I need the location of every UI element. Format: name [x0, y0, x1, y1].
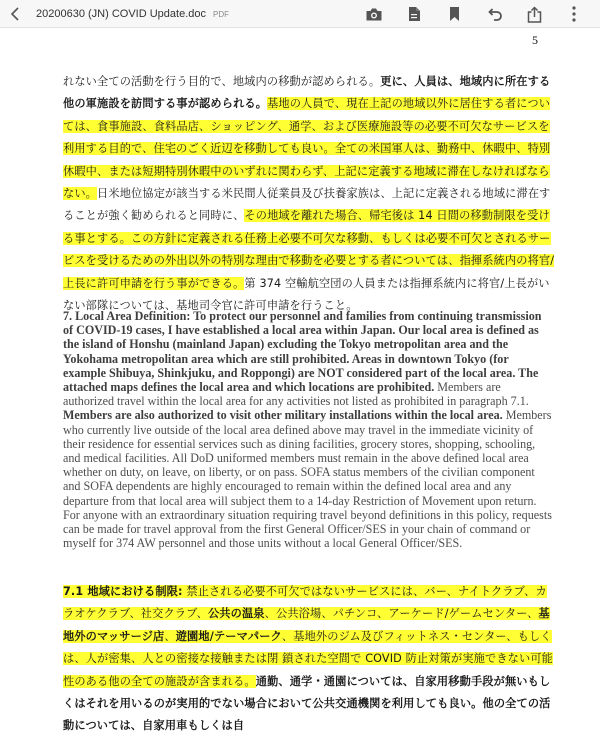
- share-icon: [527, 6, 542, 23]
- share-button[interactable]: [514, 0, 554, 28]
- highlighted-text-run: 、基地外のジム及びフィットネス・センター、もしくは、人が密集、人との密接な接触または閉 鎖された空間で COVID 防止対策が実施できない可能性のある他の全ての施設が含まれる。: [63, 629, 554, 688]
- bold-text-run: Members are also authorized to visit other military installations within the local area.: [63, 408, 503, 423]
- highlighted-bold-run: 基地外のマッサージ店: [63, 607, 550, 643]
- paragraph-restrictions-jp: [63, 581, 557, 738]
- bold-text-run: 更に、人員は、地域内に所在する他の軍施設を訪問する事が認められる。: [63, 75, 551, 111]
- highlighted-bold-run: 遊園地/テーマパーク: [175, 629, 282, 643]
- text-run: Members are authorized travel within the local area for any activities not listed as prohibited in paragraph 7.1.: [63, 380, 529, 409]
- text-run: 第 374 空輸航空団の人員または指揮系統内に将官/上長がいない部隊については、基地司令官に許可申請を行うこと。: [63, 276, 550, 313]
- document-icon: [408, 6, 421, 22]
- more-options-button[interactable]: [554, 0, 594, 28]
- camera-button[interactable]: [354, 0, 394, 28]
- highlighted-text-run: 、: [164, 629, 176, 643]
- undo-icon: [486, 7, 503, 22]
- reader-toolbar: [0, 0, 600, 28]
- paragraph-local-area-en: [63, 309, 553, 550]
- highlighted-text-run: 禁止される必要不可欠ではないサービスには、バー、ナイトクラブ、カラオケクラブ、社交クラブ、: [63, 585, 547, 621]
- paragraph-local-area-jp: [63, 71, 557, 317]
- bookmark-icon: [449, 6, 460, 22]
- highlighted-text-run: 基地の人員で、現在上記の地域以外に居住する者については、食事施設、食料品店、ショッピング、通学、および医療施設等の必要不可欠なサービスを利用する目的で、住宅のごく近辺を移動しても良い。全ての米国軍人は、勤務中、休暇中、特別休暇中、または短期特別休暇中のいずれに関わらず、上記に定義する地域に滞在しなければならない。: [63, 97, 551, 201]
- text-run: Members who currently live outside of the local area defined above may travel in the immediate vicinity of their residence for essential services such as dining facilities, grocery stores, shopping, schooling, and medical facilities. All DoD uniformed members must remain in the above defined local area whether on duty, on leave, on liberty, or on pass. SOFA status members of the civilian component and SOFA dependents are highly encouraged to remain within the defined local area and any departure from that local area will subject them to a 14-day Restriction of Movement upon return. For anyone with an extraordinary situation requiring travel beyond definitions in this policy, requests can be made for travel approval from the first General Officer/SES in your chain of command or myself for 374 AW personnel and those units without a local General Officer/SES.: [63, 408, 552, 551]
- text-run: れない全ての活動を行う目的で、地域内の移動が認められる。: [63, 75, 381, 88]
- undo-button[interactable]: [474, 0, 514, 28]
- camera-icon: [365, 7, 383, 22]
- highlighted-text-run: 、公共浴場、パチンコ、アーケード/ゲームセンター、: [264, 607, 539, 621]
- document-title: 20200630 (JN) COVID Update.doc: [36, 7, 206, 20]
- bold-text-run: 通勤、通学・通園については、自家用移動手段が無いもしくはそれを用いるのが実用的でない場合において公共交通機関を利用しても良い。他の全ての活動については、自家用車もしくは自: [63, 674, 551, 733]
- section-heading: 7.1 地域における制限:: [63, 585, 183, 598]
- highlighted-text-run: その地域を離れた場合、帰宅後は 14 日間の移動制限を受ける事とする。この方針に定義される任務上必要不可欠な移動、もしくは必要不可欠とされるサービスを受けるための外出以外の特別な理由で移動を必要とする者については、指揮系統内の将官/上長に許可申請を行う事ができる。: [63, 209, 555, 290]
- highlighted-bold-run: 公共の温泉: [207, 607, 265, 621]
- text-run: 日米地位協定が該当する米民間人従業員及び扶養家族は、上記に定義される地域に滞在することが強く勧められると同時に、: [63, 187, 551, 223]
- bookmark-button[interactable]: [434, 0, 474, 28]
- more-icon: [572, 6, 576, 22]
- chevron-left-icon: [10, 7, 20, 21]
- bold-text-run: 7. Local Area Definition: To protect our personnel and families from continuing transmission of COVID-19 cases, I have established a local area within Japan. Our local area is defined as the island of Honshu (mainland Japan) excluding the Tokyo metropolitan area and the Yokohama metropolitan area which are still prohibited. Areas in downtown Tokyo (for example Shibuya, Shinkjuku, and Roppongi) are NOT considered part of the local area. The attached maps defines the local area and which locations are prohibited.: [63, 309, 542, 395]
- document-type-badge: PDF: [212, 10, 229, 19]
- page-number: 5: [532, 33, 538, 47]
- back-button[interactable]: [0, 0, 30, 28]
- document-button[interactable]: [394, 0, 434, 28]
- toolbar-actions: [354, 0, 594, 28]
